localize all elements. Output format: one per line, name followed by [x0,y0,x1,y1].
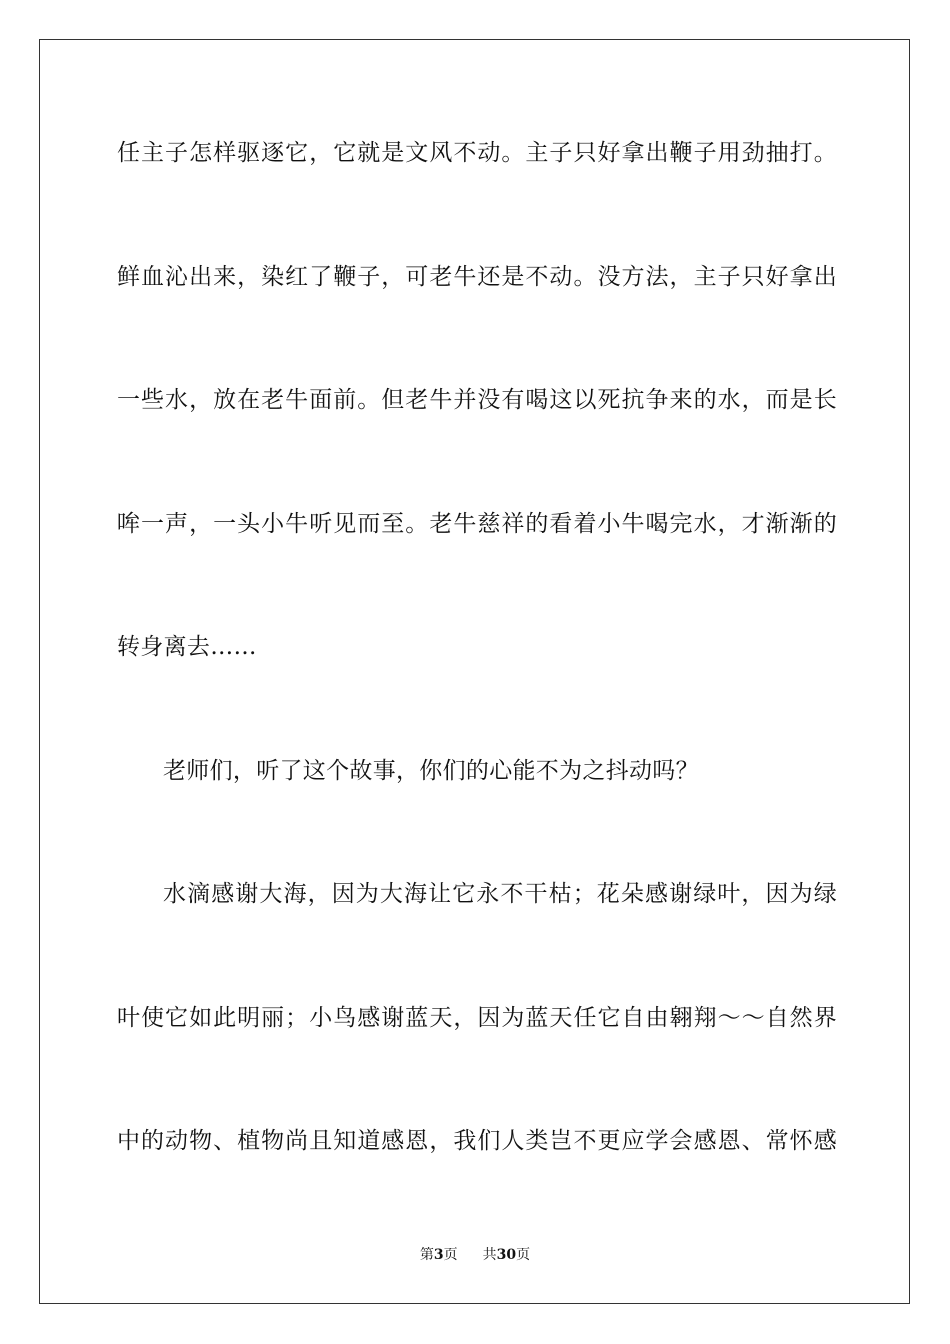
text-line-8: 叶使它如此明丽；小鸟感谢蓝天，因为蓝天任它自由翱翔～～自然界 [117,1005,837,1031]
total-prefix: 共 [482,1247,497,1263]
text-line-3: 一些水，放在老牛面前。但老牛并没有喝这以死抗争来的水，而是长 [117,387,837,413]
total-pages: 30 [496,1247,517,1263]
page-border [39,39,910,1304]
page-number: 3 [433,1247,444,1263]
page-suffix: 页 [443,1247,458,1263]
paragraph-gratitude-start: 水滴感谢大海，因为大海让它永不干枯；花朵感谢绿叶，因为绿 [163,881,837,907]
text-line-9: 中的动物、植物尚且知道感恩，我们人类岂不更应学会感恩、常怀感 [117,1128,837,1154]
paragraph-question: 老师们，听了这个故事，你们的心能不为之抖动吗？ [163,758,699,784]
total-suffix: 页 [516,1247,531,1263]
page-footer [0,1246,950,1264]
text-line-2: 鲜血沁出来，染红了鞭子，可老牛还是不动。没方法，主子只好拿出 [117,264,837,290]
text-line-4: 哞一声，一头小牛听见而至。老牛慈祥的看着小牛喝完水，才渐渐的 [117,511,837,537]
text-line-5: 转身离去…… [117,634,257,660]
page-prefix: 第 [419,1247,434,1263]
text-line-1: 任主子怎样驱逐它，它就是文风不动。主子只好拿出鞭子用劲抽打。 [117,140,837,166]
